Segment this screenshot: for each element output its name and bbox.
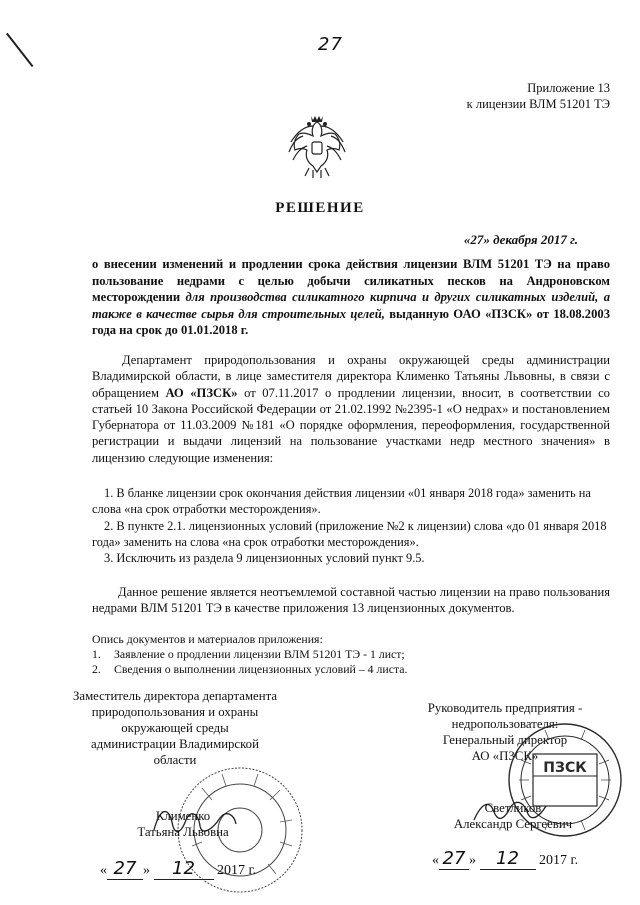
left-title-line-5: области xyxy=(153,753,197,767)
documents-inventory xyxy=(92,632,610,677)
left-date-month: 12 xyxy=(154,858,214,880)
subject-part-3: выданную ОАО «ПЗСК» от 18.08.2003 года на срок до 01.01.2018 г. xyxy=(92,306,610,337)
right-date-month: 12 xyxy=(480,848,536,870)
change-item-2: 2. В пункте 2.1. лицензионных условий (приложение №2 к лицензии) слова «до 01 января 2018 года» заменить на слова «на срок отработки месторождения». xyxy=(92,518,607,549)
left-title-line-2: природопользования и охраны xyxy=(91,705,259,719)
right-title-line-3: Генеральный директор xyxy=(442,733,568,747)
conclusion-paragraph: Данное решение является неотъемлемой составной частью лицензии на право пользования недрами ВЛМ 51201 ТЭ в качестве приложения 13 лицензионных документов. xyxy=(92,585,610,616)
change-item-1: 1. В бланке лицензии срок окончания действия лицензии «01 января 2018 года» заменить на слова «на срок отработки месторождения». xyxy=(92,486,591,517)
left-title-line-4: администрации Владимирской xyxy=(91,737,259,751)
appendix-reference xyxy=(467,80,610,112)
decision-subject xyxy=(92,256,610,339)
intro-paragraph xyxy=(92,352,610,466)
right-signatory-name xyxy=(438,800,588,832)
page-number: 27 xyxy=(318,34,343,55)
left-signature-date: « 27 » 12 2017 г. xyxy=(100,858,257,879)
right-surname: Светликов xyxy=(484,801,542,815)
inventory-item xyxy=(92,647,610,662)
right-title-line-1: Руководитель предприятия - xyxy=(427,701,583,715)
left-signatory-title xyxy=(60,688,290,768)
double-headed-eagle-emblem-icon xyxy=(287,112,347,180)
intro-company: АО «ПЗСК» xyxy=(165,385,238,400)
document-title: РЕШЕНИЕ xyxy=(275,200,365,216)
intro-part-2: от 07.11.2017 о продлении лицензии, вносит, в соответствии со статьей 10 Закона Российской Федерации от 21.02.1992 №2395-1 «О недрах» и постановлением Губернатора от 11.03.2009 №181 «О порядке оформления, переоформления, государственной регистрации и выдачи лицензий на пользование участками недр местного значения» в лицензию следующие изменения: xyxy=(92,385,610,465)
right-title-line-2: недропользователя: xyxy=(451,717,559,731)
inventory-item-number: 1. xyxy=(92,647,101,661)
inventory-heading: Опись документов и материалов приложения: xyxy=(92,632,323,646)
inventory-item-number: 2. xyxy=(92,662,101,676)
left-title-line-3: окружающей среды xyxy=(121,721,229,735)
intro-part-1: Департамент природопользования и охраны окружающей среды администрации Владимирской области, в лице заместителя директора Клименко Татьяны Львовны, в связи с обращением xyxy=(92,353,610,400)
right-date-year: 2017 г. xyxy=(539,853,579,868)
left-signatory-name xyxy=(128,808,238,840)
change-item-3: 3. Исключить из раздела 9 лицензионных условий пункт 9.5. xyxy=(104,551,425,566)
appendix-line-1: Приложение 13 xyxy=(527,81,610,95)
inventory-item-text: Заявление о продлении лицензии ВЛМ 51201 ТЭ - 1 лист; xyxy=(114,647,405,661)
changes-list xyxy=(92,485,610,566)
subject-part-2: для производства силикатного кирпича и других силикатных изделий, а также в качестве сырья для строительных целей, xyxy=(92,290,610,321)
right-given-name: Александр Сергеевич xyxy=(453,817,573,831)
left-surname: Клименко xyxy=(155,809,211,823)
appendix-line-2: к лицензии ВЛМ 51201 ТЭ xyxy=(466,97,610,111)
right-title-line-4: АО «ПЗСК» xyxy=(471,749,539,763)
right-signature-date: « 27 » 12 2017 г. xyxy=(432,848,579,869)
right-date-day: 27 xyxy=(439,848,469,870)
inventory-item xyxy=(92,662,610,677)
left-title-line-1: Заместитель директора департамента xyxy=(72,689,278,703)
left-date-day: 27 xyxy=(107,858,143,880)
left-date-year: 2017 г. xyxy=(217,863,257,878)
decision-date: «27» декабря 2017 г. xyxy=(463,232,578,247)
stamp-company-label: ПЗСК xyxy=(543,760,587,776)
inventory-item-text: Сведения о выполнении лицензионных условий – 4 листа. xyxy=(114,662,408,676)
corner-pen-mark xyxy=(6,33,33,67)
left-given-name: Татьяна Львовна xyxy=(137,825,229,839)
subject-part-1: о внесении изменений и продлении срока действия лицензии ВЛМ 51201 ТЭ на право пользование недрами с целью добычи силикатных песков на Андроновском месторождении xyxy=(92,257,610,304)
